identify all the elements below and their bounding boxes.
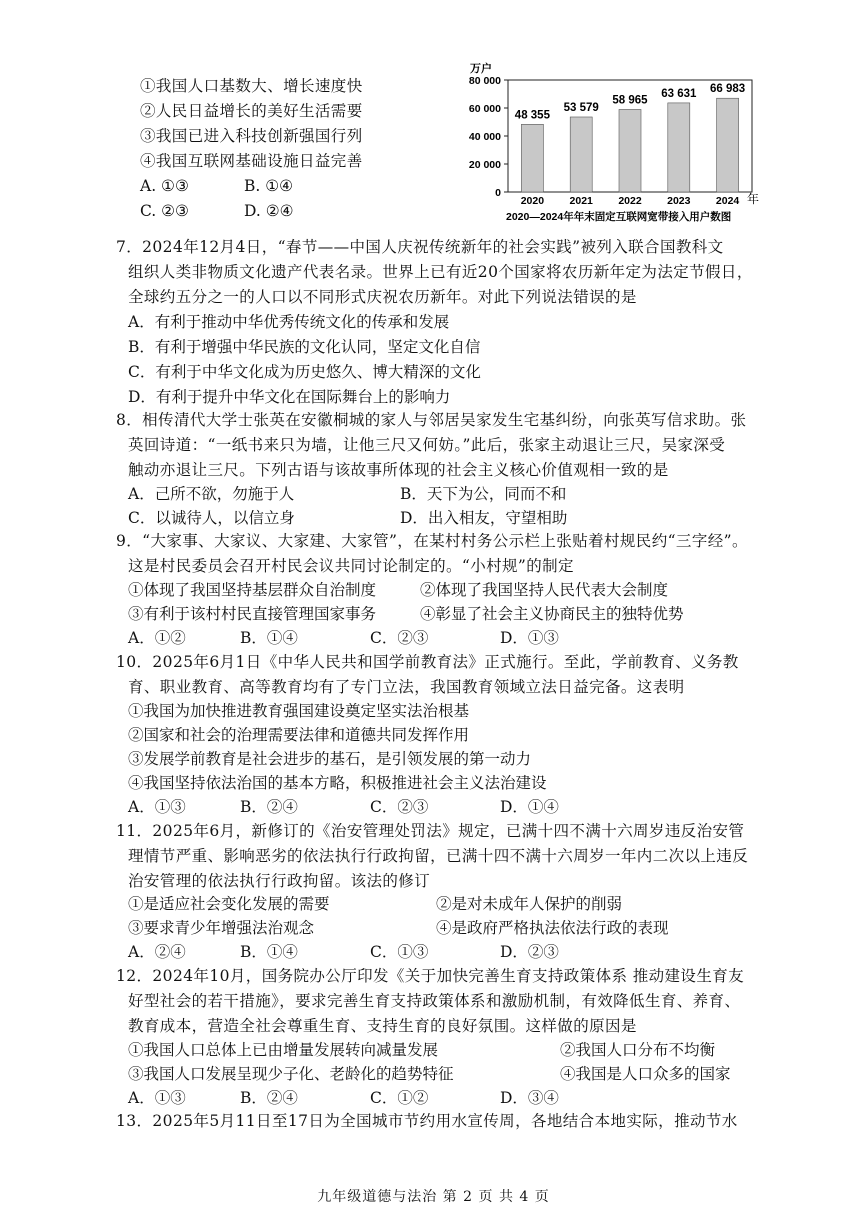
q6-choice-c: C. ②③ bbox=[140, 202, 189, 220]
q11-choice-b: B．①④ bbox=[240, 943, 298, 961]
q9-item-4: ④彰显了社会主义协商民主的独特优势 bbox=[420, 605, 684, 623]
q13-stem-line-1: 13．2025年5月11日至17日为全国城市节约用水宣传周，各地结合本地实际，推动节水 bbox=[116, 1112, 738, 1130]
chart-x-tick-label: 2022 bbox=[618, 195, 642, 207]
q12-item-1: ①我国人口总体上已由增量发展转向减量发展 bbox=[128, 1041, 439, 1059]
chart-value-label: 63 631 bbox=[661, 87, 697, 100]
q12-stem-line-2: 好型社会的若干措施》，要求完善生育支持政策体系和激励机制，有效降低生育、养育、 bbox=[128, 992, 741, 1010]
q12-item-3: ③我国人口发展呈现少子化、老龄化的趋势特征 bbox=[128, 1065, 454, 1083]
q9-stem-line-1: 9．“大家事、大家议、大家建、大家管”，在某村村务公示栏上张贴着村规民约“三字经”。 bbox=[116, 532, 748, 550]
q12-item-2: ②我国人口分布不均衡 bbox=[560, 1041, 716, 1059]
chart-bar bbox=[570, 117, 592, 192]
chart-bar bbox=[668, 103, 690, 192]
q10-item-3: ③发展学前教育是社会进步的基石，是引领发展的第一动力 bbox=[128, 750, 532, 768]
q10-item-1: ①我国为加快推进教育强国建设奠定坚实法治根基 bbox=[128, 702, 470, 720]
q6-item-2: ②人民日益增长的美好生活需要 bbox=[140, 102, 363, 120]
chart-x-tick-label: 2021 bbox=[569, 195, 593, 207]
q8-stem-line-3: 触动亦退让三尺。下列古语与该故事所体现的社会主义核心价值观相一致的是 bbox=[128, 461, 669, 479]
q7-stem-line-2: 组织人类非物质文化遗产代表名录。世界上已有近20个国家将农历新年定为法定节假日， bbox=[128, 263, 753, 281]
q12-item-4: ④我国是人口众多的国家 bbox=[560, 1065, 731, 1083]
chart-bar bbox=[521, 124, 543, 192]
chart-value-label: 58 965 bbox=[612, 94, 648, 107]
chart-x-tick-label: 2023 bbox=[667, 195, 691, 207]
chart-title: 2020—2024年年末固定互联网宽带接入用户数图 bbox=[506, 211, 732, 223]
q7-option-c: C．有利于中华文化成为历史悠久、博大精深的文化 bbox=[128, 363, 481, 381]
q9-choice-c: C．②③ bbox=[370, 629, 429, 647]
chart-x-tick-label: 2020 bbox=[520, 195, 545, 207]
page-footer: 九年级道德与法治 第 2 页 共 4 页 bbox=[317, 1189, 550, 1205]
chart-x-tick-label: 2024 bbox=[715, 195, 740, 207]
q9-stem-line-2: 这是村民委员会召开村民会议共同讨论制定的。“小村规”的制定 bbox=[128, 557, 574, 575]
q12-choice-a: A．①③ bbox=[128, 1089, 186, 1107]
chart-value-label: 53 579 bbox=[563, 101, 599, 114]
q11-item-4: ④是政府严格执法依法行政的表现 bbox=[436, 919, 669, 937]
q10-choice-d: D．①④ bbox=[500, 798, 559, 816]
chart-value-label: 48 355 bbox=[514, 109, 550, 122]
q6-item-3: ③我国已进入科技创新强国行列 bbox=[140, 127, 363, 145]
q10-item-2: ②国家和社会的治理需要法律和道德共同发挥作用 bbox=[128, 726, 470, 744]
q7-option-b: B．有利于增强中华民族的文化认同，坚定文化自信 bbox=[128, 338, 481, 356]
chart-y-tick-label: 20 000 bbox=[468, 159, 501, 171]
q8-option-c: C．以诚待人，以信立身 bbox=[128, 509, 295, 527]
q12-choice-c: C．①② bbox=[370, 1089, 429, 1107]
q6-choice-b: B. ①④ bbox=[244, 177, 294, 195]
q11-stem-line-2: 理情节严重、影响恶劣的依法执行行政拘留，已满十四不满十六周岁一年内二次以上违反 bbox=[128, 847, 749, 865]
broadband-users-bar-chart bbox=[462, 60, 862, 230]
q10-choice-b: B．②④ bbox=[240, 798, 298, 816]
q11-item-3: ③要求青少年增强法治观念 bbox=[128, 919, 315, 937]
q8-stem-line-1: 8．相传清代大学士张英在安徽桐城的家人与邻居吴家发生宅基纠纷，向张英写信求助。张 bbox=[116, 411, 747, 429]
q12-stem-line-1: 12．2024年10月，国务院办公厅印发《关于加快完善生育支持政策体系 推动建设生育友 bbox=[116, 967, 745, 985]
q12-choice-b: B．②④ bbox=[240, 1089, 298, 1107]
q9-item-3: ③有利于该村村民直接管理国家事务 bbox=[128, 605, 377, 623]
chart-y-tick-label: 40 000 bbox=[468, 131, 501, 143]
q6-item-4: ④我国互联网基础设施日益完善 bbox=[140, 152, 363, 170]
q7-option-a: A．有利于推动中华优秀传统文化的传承和发展 bbox=[128, 313, 450, 331]
q7-stem-line-3: 全球约五分之一的人口以不同形式庆祝农历新年。对此下列说法错误的是 bbox=[128, 288, 637, 306]
q12-stem-line-3: 教育成本，营造全社会尊重生育、支持生育的良好氛围。这样做的原因是 bbox=[128, 1017, 637, 1035]
q10-stem-line-1: 10．2025年6月1日《中华人民共和国学前教育法》正式施行。至此，学前教育、义务教 bbox=[116, 653, 739, 671]
q10-stem-line-2: 育、职业教育、高等教育均有了专门立法，我国教育领域立法日益完备。这表明 bbox=[128, 678, 685, 696]
q9-choice-d: D．①③ bbox=[500, 629, 559, 647]
q11-stem-line-3: 治安管理的依法执行行政拘留。该法的修订 bbox=[128, 872, 431, 890]
q6-choice-d: D. ②④ bbox=[244, 202, 294, 220]
chart-value-label: 66 983 bbox=[710, 83, 746, 96]
q8-stem-line-2: 英回诗道：“一纸书来只为墙，让他三尺又何妨。”此后，张家主动退让三尺，吴家深受 bbox=[128, 436, 726, 454]
q9-item-1: ①体现了我国坚持基层群众自治制度 bbox=[128, 581, 377, 599]
chart-y-tick-label: 60 000 bbox=[468, 103, 501, 115]
q11-choice-d: D．②③ bbox=[500, 943, 559, 961]
chart-x-axis-unit: 年 bbox=[747, 192, 760, 206]
chart-bar bbox=[619, 109, 641, 192]
q11-item-1: ①是适应社会变化发展的需要 bbox=[128, 895, 330, 913]
q11-choice-a: A．②④ bbox=[128, 943, 186, 961]
chart-bar bbox=[717, 98, 739, 192]
q10-item-4: ④我国坚持依法治国的基本方略，积极推进社会主义法治建设 bbox=[128, 774, 547, 792]
q8-option-d: D．出入相友，守望相助 bbox=[400, 509, 568, 527]
q9-choice-b: B．①④ bbox=[240, 629, 298, 647]
q8-option-a: A．己所不欲，勿施于人 bbox=[128, 485, 295, 503]
chart-y-tick-label: 0 bbox=[495, 187, 501, 199]
q12-choice-d: D．③④ bbox=[500, 1089, 559, 1107]
q7-option-d: D．有利于提升中华文化在国际舞台上的影响力 bbox=[128, 388, 451, 406]
q11-item-2: ②是对未成年人保护的削弱 bbox=[436, 895, 623, 913]
q9-choice-a: A．①② bbox=[128, 629, 186, 647]
q11-stem-line-1: 11．2025年6月，新修订的《治安管理处罚法》规定，已满十四不满十六周岁违反治安管 bbox=[116, 822, 745, 840]
q6-item-1: ①我国人口基数大、增长速度快 bbox=[140, 77, 363, 95]
q11-choice-c: C．①③ bbox=[370, 943, 429, 961]
q10-choice-c: C．②③ bbox=[370, 798, 429, 816]
q9-item-2: ②体现了我国坚持人民代表大会制度 bbox=[420, 581, 669, 599]
q10-choice-a: A．①③ bbox=[128, 798, 186, 816]
q6-choice-a: A. ①③ bbox=[140, 177, 189, 195]
q8-option-b: B．天下为公，同而不和 bbox=[400, 485, 567, 503]
chart-y-axis-label: 万户 bbox=[470, 63, 492, 75]
chart-y-tick-label: 80 000 bbox=[468, 75, 501, 87]
q7-stem-line-1: 7．2024年12月4日，“春节——中国人庆祝传统新年的社会实践”被列入联合国教科文 bbox=[116, 238, 724, 256]
